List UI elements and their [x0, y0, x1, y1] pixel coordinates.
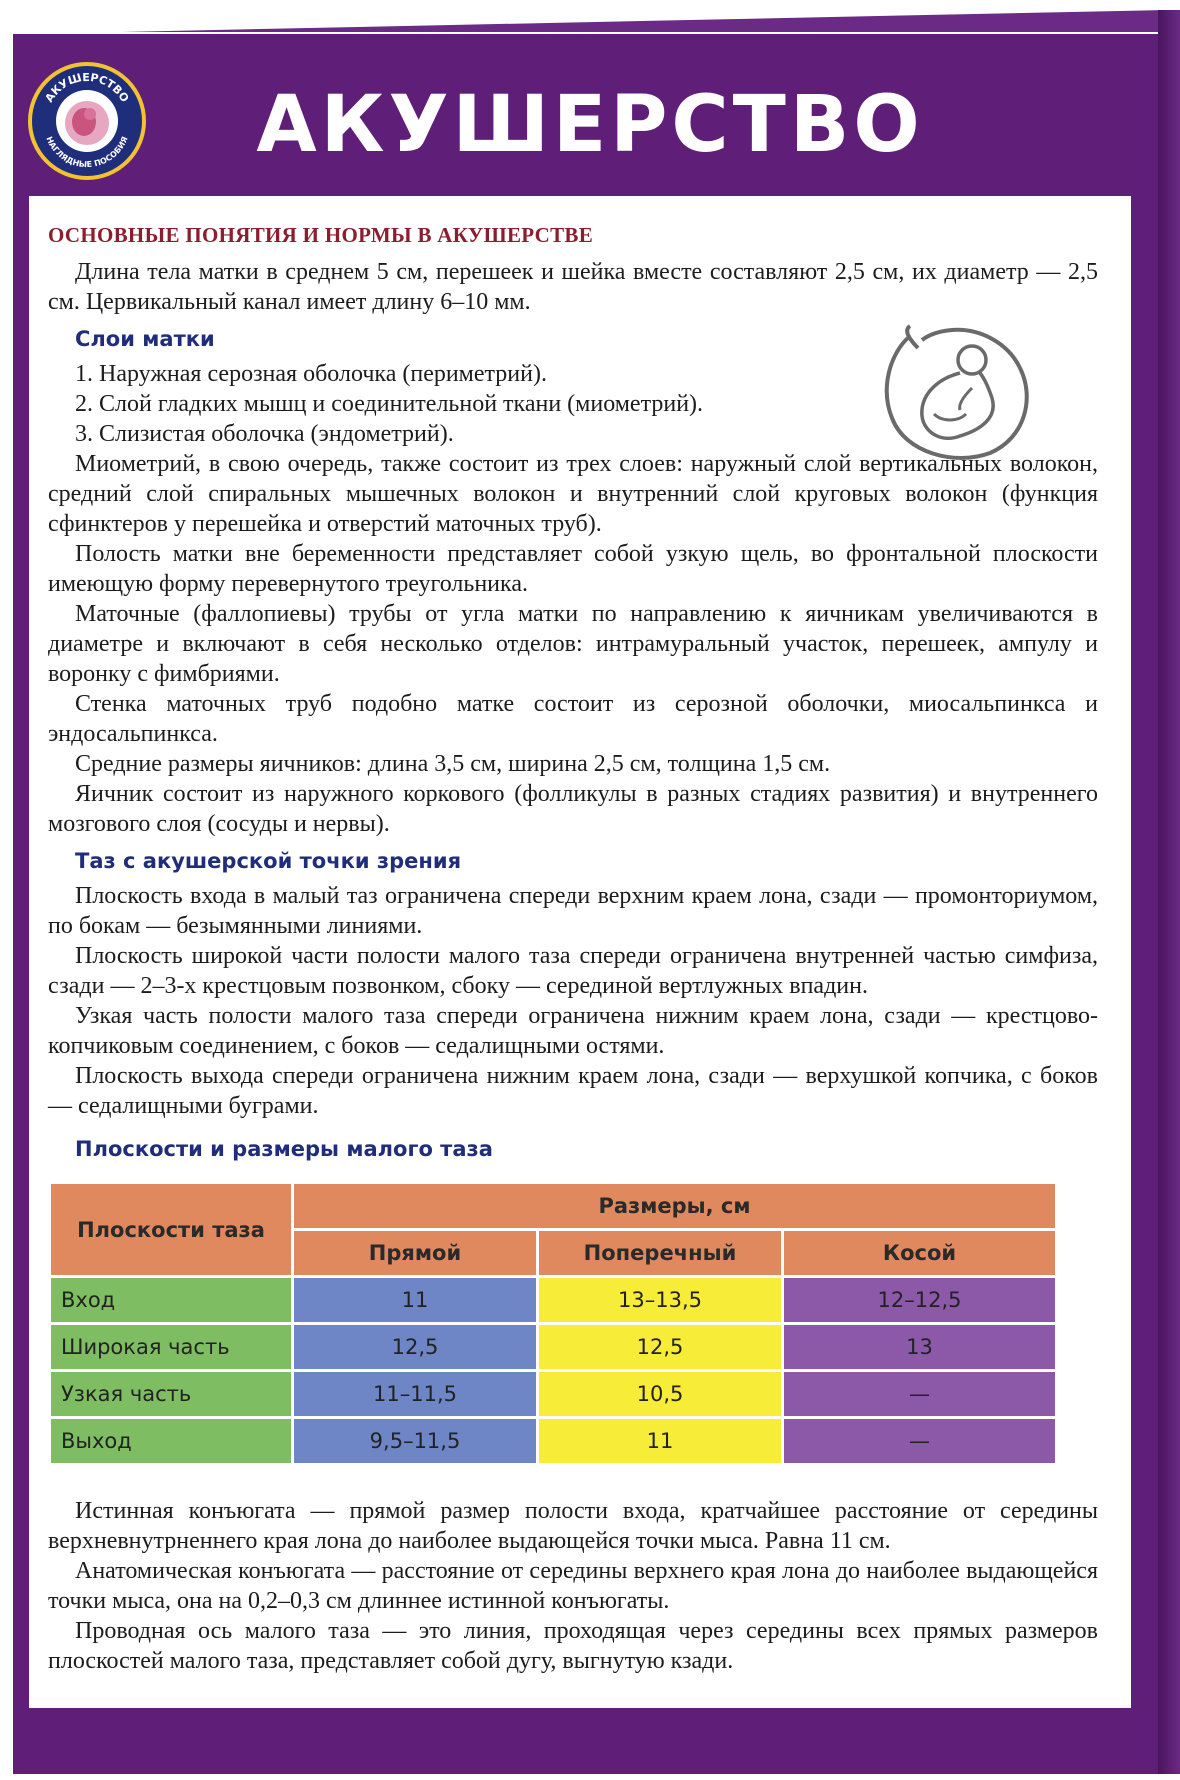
- badge-top-text: АКУШЕРСТВО: [42, 70, 132, 105]
- page-title: АКУШЕРСТВО: [256, 80, 924, 170]
- table-row: [51, 1419, 1055, 1463]
- table-cell-transverse: 10,5: [539, 1372, 781, 1416]
- table-cell-oblique: 12–12,5: [784, 1278, 1055, 1322]
- table-cell-transverse: 12,5: [539, 1325, 781, 1369]
- cover-top-edge: [120, 10, 1165, 32]
- paragraph: Полость матки вне беременности представляет собой узкую щель, во фронтальной плоскости имеющую форму перевернутого треугольника.: [48, 541, 1098, 597]
- paragraph: Средние размеры яичников: длина 3,5 см, ширина 2,5 см, толщина 1,5 см.: [75, 751, 831, 777]
- table-cell-plane: Широкая часть: [51, 1325, 291, 1369]
- list-item: 3. Слизистая оболочка (эндометрий).: [75, 421, 454, 447]
- cover-spine: [1158, 10, 1180, 1774]
- table-row: [51, 1325, 1055, 1369]
- paragraph: Проводная ось малого таза — это линия, проходящая через середины всех прямых размеров плоскостей малого таза, представляет собой дугу, выгнутую кзади.: [48, 1618, 1098, 1674]
- table-cell-transverse: 13–13,5: [539, 1278, 781, 1322]
- paragraph: Яичник состоит из наружного коркового (фолликулы в разных стадиях развития) и внутреннего мозгового слоя (сосуды и нервы).: [48, 781, 1098, 837]
- paragraph: Миометрий, в свою очередь, также состоит из трех слоев: наружный слой вертикальных волокон, средний слой спиральных мышечных волокон и внутренний слой круговых волокон (функция сфинктеров у перешейка и отверстий маточных труб).: [48, 451, 1098, 537]
- table-row: [51, 1278, 1055, 1322]
- table-cell-oblique: 13: [784, 1325, 1055, 1369]
- list-item: 1. Наружная серозная оболочка (периметрий).: [75, 361, 547, 387]
- table-cell-plane: Узкая часть: [51, 1372, 291, 1416]
- table-header-direct: Прямой: [294, 1231, 536, 1275]
- paragraph: Плоскость входа в малый таз ограничена спереди верхним краем лона, сзади — промонториумом, по бокам — безымянными линиями.: [48, 883, 1098, 939]
- paragraph: Узкая часть полости малого таза спереди ограничена нижним краем лона, сзади — крестцово-копчиковым соединением, с боков — седалищными остями.: [48, 1003, 1098, 1059]
- badge-bottom-text: НАГЛЯДНЫЕ ПОСОБИЯ: [44, 135, 130, 170]
- table-header-sizes: Размеры, см: [294, 1184, 1055, 1228]
- table-cell-oblique: —: [784, 1419, 1055, 1463]
- table-cell-direct: 11–11,5: [294, 1372, 536, 1416]
- table-header-oblique: Косой: [784, 1231, 1055, 1275]
- paragraph: Стенка маточных труб подобно матке состоит из серозной оболочки, миосальпинкса и эндосальпинкса.: [48, 691, 1098, 747]
- table-header-transverse: Поперечный: [539, 1231, 781, 1275]
- subheading-pelvis-planes: Плоскости и размеры малого таза: [75, 1137, 493, 1161]
- table-cell-plane: Выход: [51, 1419, 291, 1463]
- table-cell-plane: Вход: [51, 1278, 291, 1322]
- table-cell-direct: 9,5–11,5: [294, 1419, 536, 1463]
- paragraph: Плоскость широкой части полости малого таза спереди ограничена внутренней частью симфиза, сзади — 2–3-х крестцовым позвонком, сбоку — серединой вертлужных впадин.: [48, 943, 1098, 999]
- table-cell-direct: 12,5: [294, 1325, 536, 1369]
- paragraph: Анатомическая конъюгата — расстояние от середины верхнего края лона до наиболее выдающейся точки мыса, она на 0,2–0,3 см длиннее истинной конъюгаты.: [48, 1558, 1098, 1614]
- table-header-planes: Плоскости таза: [51, 1184, 291, 1275]
- table-cell-oblique: —: [784, 1372, 1055, 1416]
- paragraph: Маточные (фаллопиевы) трубы от угла матки по направлению к яичникам увеличиваются в диаметре и включают в себя несколько отделов: интрамуральный участок, перешеек, ампулу и воронку с фимбриями.: [48, 601, 1098, 687]
- section-heading-main: ОСНОВНЫЕ ПОНЯТИЯ И НОРМЫ В АКУШЕРСТВЕ: [48, 223, 594, 247]
- subheading-pelvis: Таз с акушерской точки зрения: [75, 849, 462, 873]
- intro-paragraph: Длина тела матки в среднем 5 см, перешеек и шейка вместе составляют 2,5 см, их диаметр — 2,5 см. Цервикальный канал имеет длину 6–10 мм.: [48, 259, 1098, 315]
- main-content: [48, 221, 1098, 1676]
- list-item: 2. Слой гладких мышц и соединительной ткани (миометрий).: [75, 391, 704, 417]
- subheading-uterus-layers: Слои матки: [75, 327, 215, 351]
- paragraph: Истинная конъюгата — прямой размер полости входа, кратчайшее расстояние от середины верхневнутрненнего края лона до наиболее выдающейся точки мыса. Равна 11 см.: [48, 1498, 1098, 1554]
- paragraph: Плоскость выхода спереди ограничена нижним краем лона, сзади — верхушкой копчика, с боков — седалищными буграми.: [48, 1063, 1098, 1119]
- pelvis-dimensions-table: [48, 1181, 1058, 1466]
- table-cell-direct: 11: [294, 1278, 536, 1322]
- table-row: [51, 1372, 1055, 1416]
- table-cell-transverse: 11: [539, 1419, 781, 1463]
